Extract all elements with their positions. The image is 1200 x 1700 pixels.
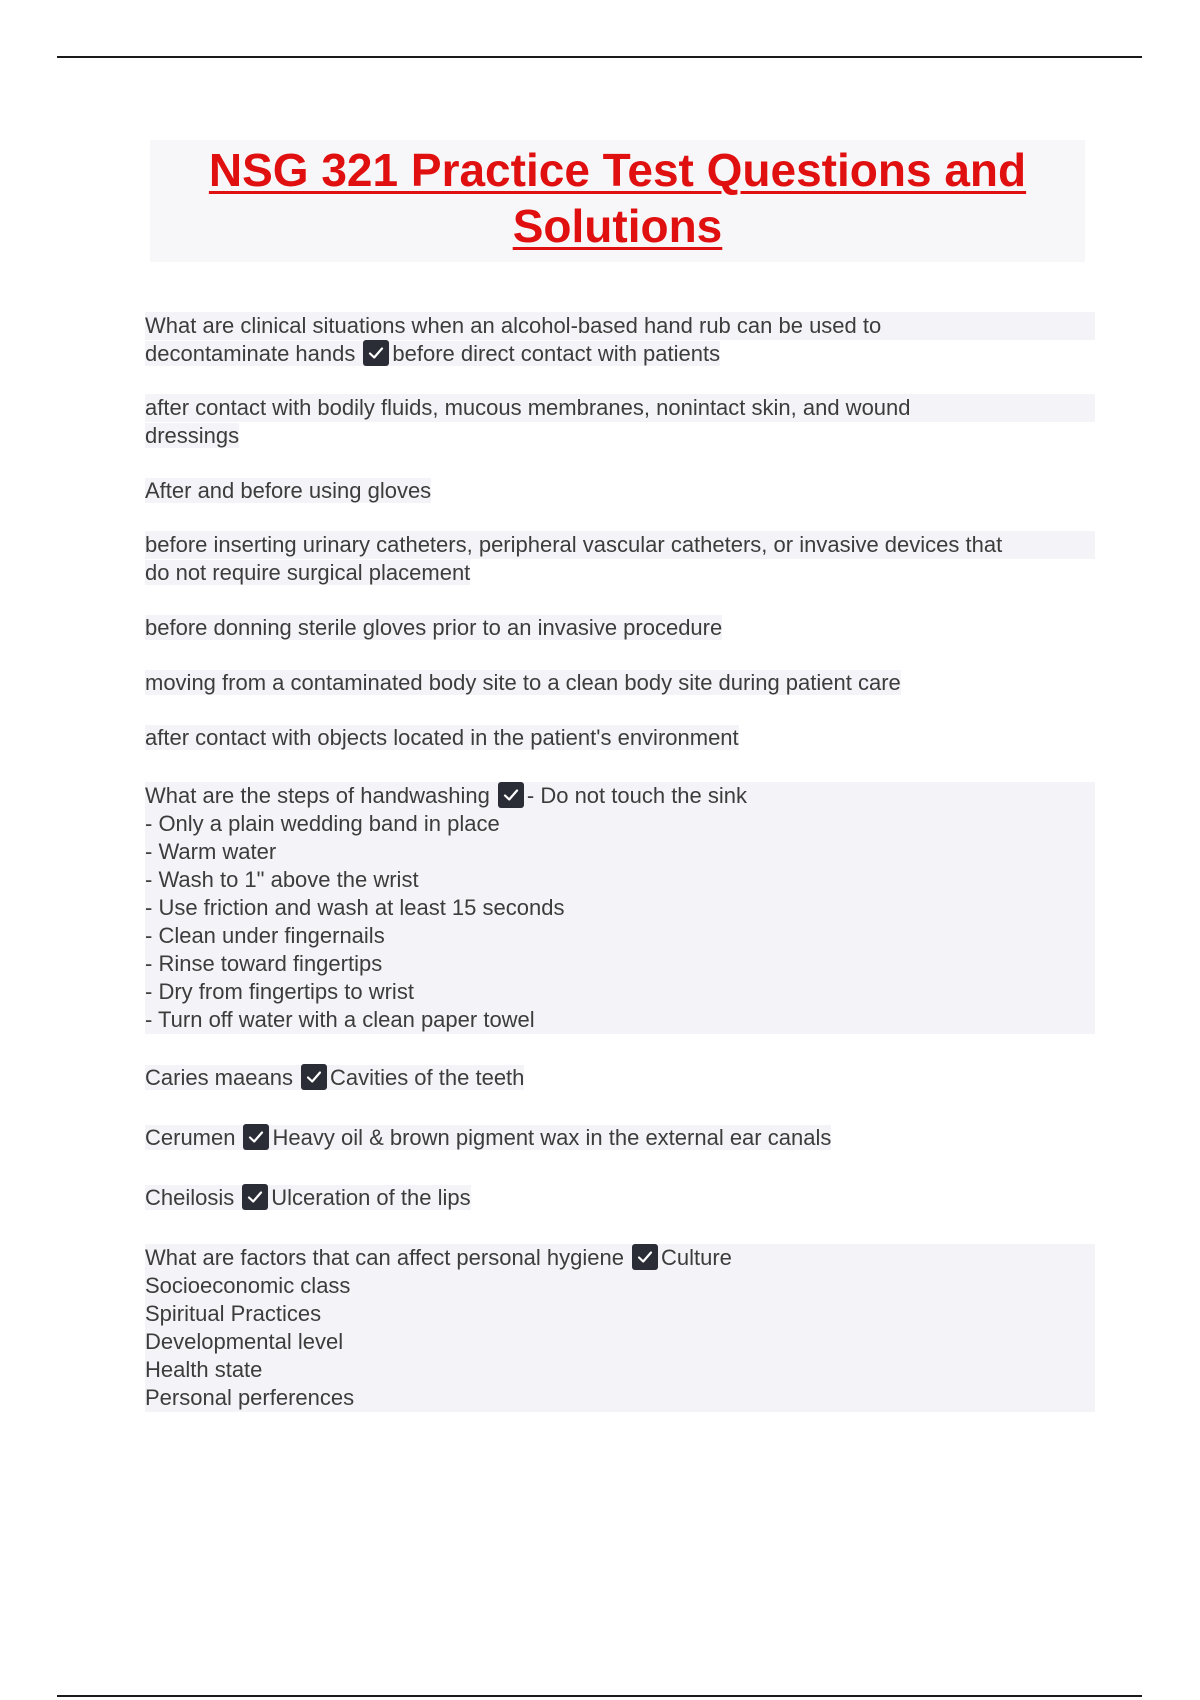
answer-text: dressings: [145, 423, 240, 448]
list-item: - Turn off water with a clean paper towel: [145, 1006, 1095, 1034]
answer-text: before direct contact with patients: [392, 341, 721, 366]
answer-text: Heavy oil & brown pigment wax in the external ear canals: [272, 1125, 832, 1150]
qa-item-cheilosis: [145, 1184, 1095, 1212]
top-rule: [57, 56, 1142, 58]
qa-item-hygiene-factors: [145, 1244, 1095, 1412]
term-text: Cerumen: [145, 1125, 236, 1150]
qa-item-handwashing: [145, 782, 1095, 1034]
title-block: [150, 140, 1085, 262]
list-item: - Rinse toward fingertips: [145, 950, 1095, 978]
list-item: - Only a plain wedding band in place: [145, 810, 1095, 838]
answer-text: moving from a contaminated body site to a clean body site during patient care: [145, 670, 901, 695]
list-item: Personal perferences: [145, 1384, 1095, 1412]
title-line-1: NSG 321 Practice Test Questions and: [208, 144, 1027, 196]
answer-text: before donning sterile gloves prior to an invasive procedure: [145, 615, 723, 640]
answer-text: - Do not touch the sink: [526, 783, 748, 808]
answer-text: Ulceration of the lips: [271, 1185, 471, 1210]
term-text: Caries maeans: [145, 1065, 293, 1090]
term-text: Cheilosis: [145, 1185, 235, 1210]
check-icon: [243, 1124, 269, 1150]
answer-paragraph: [145, 477, 1095, 505]
answer-text: After and before using gloves: [145, 478, 432, 503]
list-item: - Wash to 1" above the wrist: [145, 866, 1095, 894]
answer-paragraph: [145, 531, 1095, 587]
bottom-rule: [57, 1695, 1142, 1697]
answer-paragraph: [145, 394, 1095, 450]
list-item: - Use friction and wash at least 15 seconds: [145, 894, 1095, 922]
list-item: - Dry from fingertips to wrist: [145, 978, 1095, 1006]
answer-paragraph: [145, 614, 1095, 642]
title-line-2: Solutions: [512, 200, 723, 252]
qa-item-hand-rub: [145, 312, 1095, 368]
answer-text: before inserting urinary catheters, peripheral vascular catheters, or invasive devices that: [145, 531, 1095, 559]
page-title: [150, 142, 1085, 254]
check-icon: [301, 1064, 327, 1090]
answer-paragraph: [145, 669, 1095, 697]
check-icon: [632, 1244, 658, 1270]
qa-item-caries: [145, 1064, 1095, 1092]
question-text: What are clinical situations when an alcohol-based hand rub can be used to: [145, 312, 1095, 340]
check-icon: [498, 782, 524, 808]
answer-paragraph: [145, 724, 1095, 752]
check-icon: [363, 340, 389, 366]
answer-text: after contact with bodily fluids, mucous membranes, nonintact skin, and wound: [145, 394, 1095, 422]
list-item: Socioeconomic class: [145, 1272, 1095, 1300]
list-item: - Clean under fingernails: [145, 922, 1095, 950]
question-text: What are the steps of handwashing: [145, 783, 490, 808]
answer-text: do not require surgical placement: [145, 560, 471, 585]
answer-text: Culture: [660, 1245, 732, 1270]
question-text: decontaminate hands: [145, 341, 356, 366]
qa-content: [145, 312, 1095, 1412]
list-item: Spiritual Practices: [145, 1300, 1095, 1328]
answer-text: after contact with objects located in the patient's environment: [145, 725, 739, 750]
list-item: - Warm water: [145, 838, 1095, 866]
answer-text: Cavities of the teeth: [329, 1065, 525, 1090]
check-icon: [242, 1184, 268, 1210]
list-item: Developmental level: [145, 1328, 1095, 1356]
question-text: What are factors that can affect personal hygiene: [145, 1245, 624, 1270]
qa-item-cerumen: [145, 1124, 1095, 1152]
list-item: Health state: [145, 1356, 1095, 1384]
